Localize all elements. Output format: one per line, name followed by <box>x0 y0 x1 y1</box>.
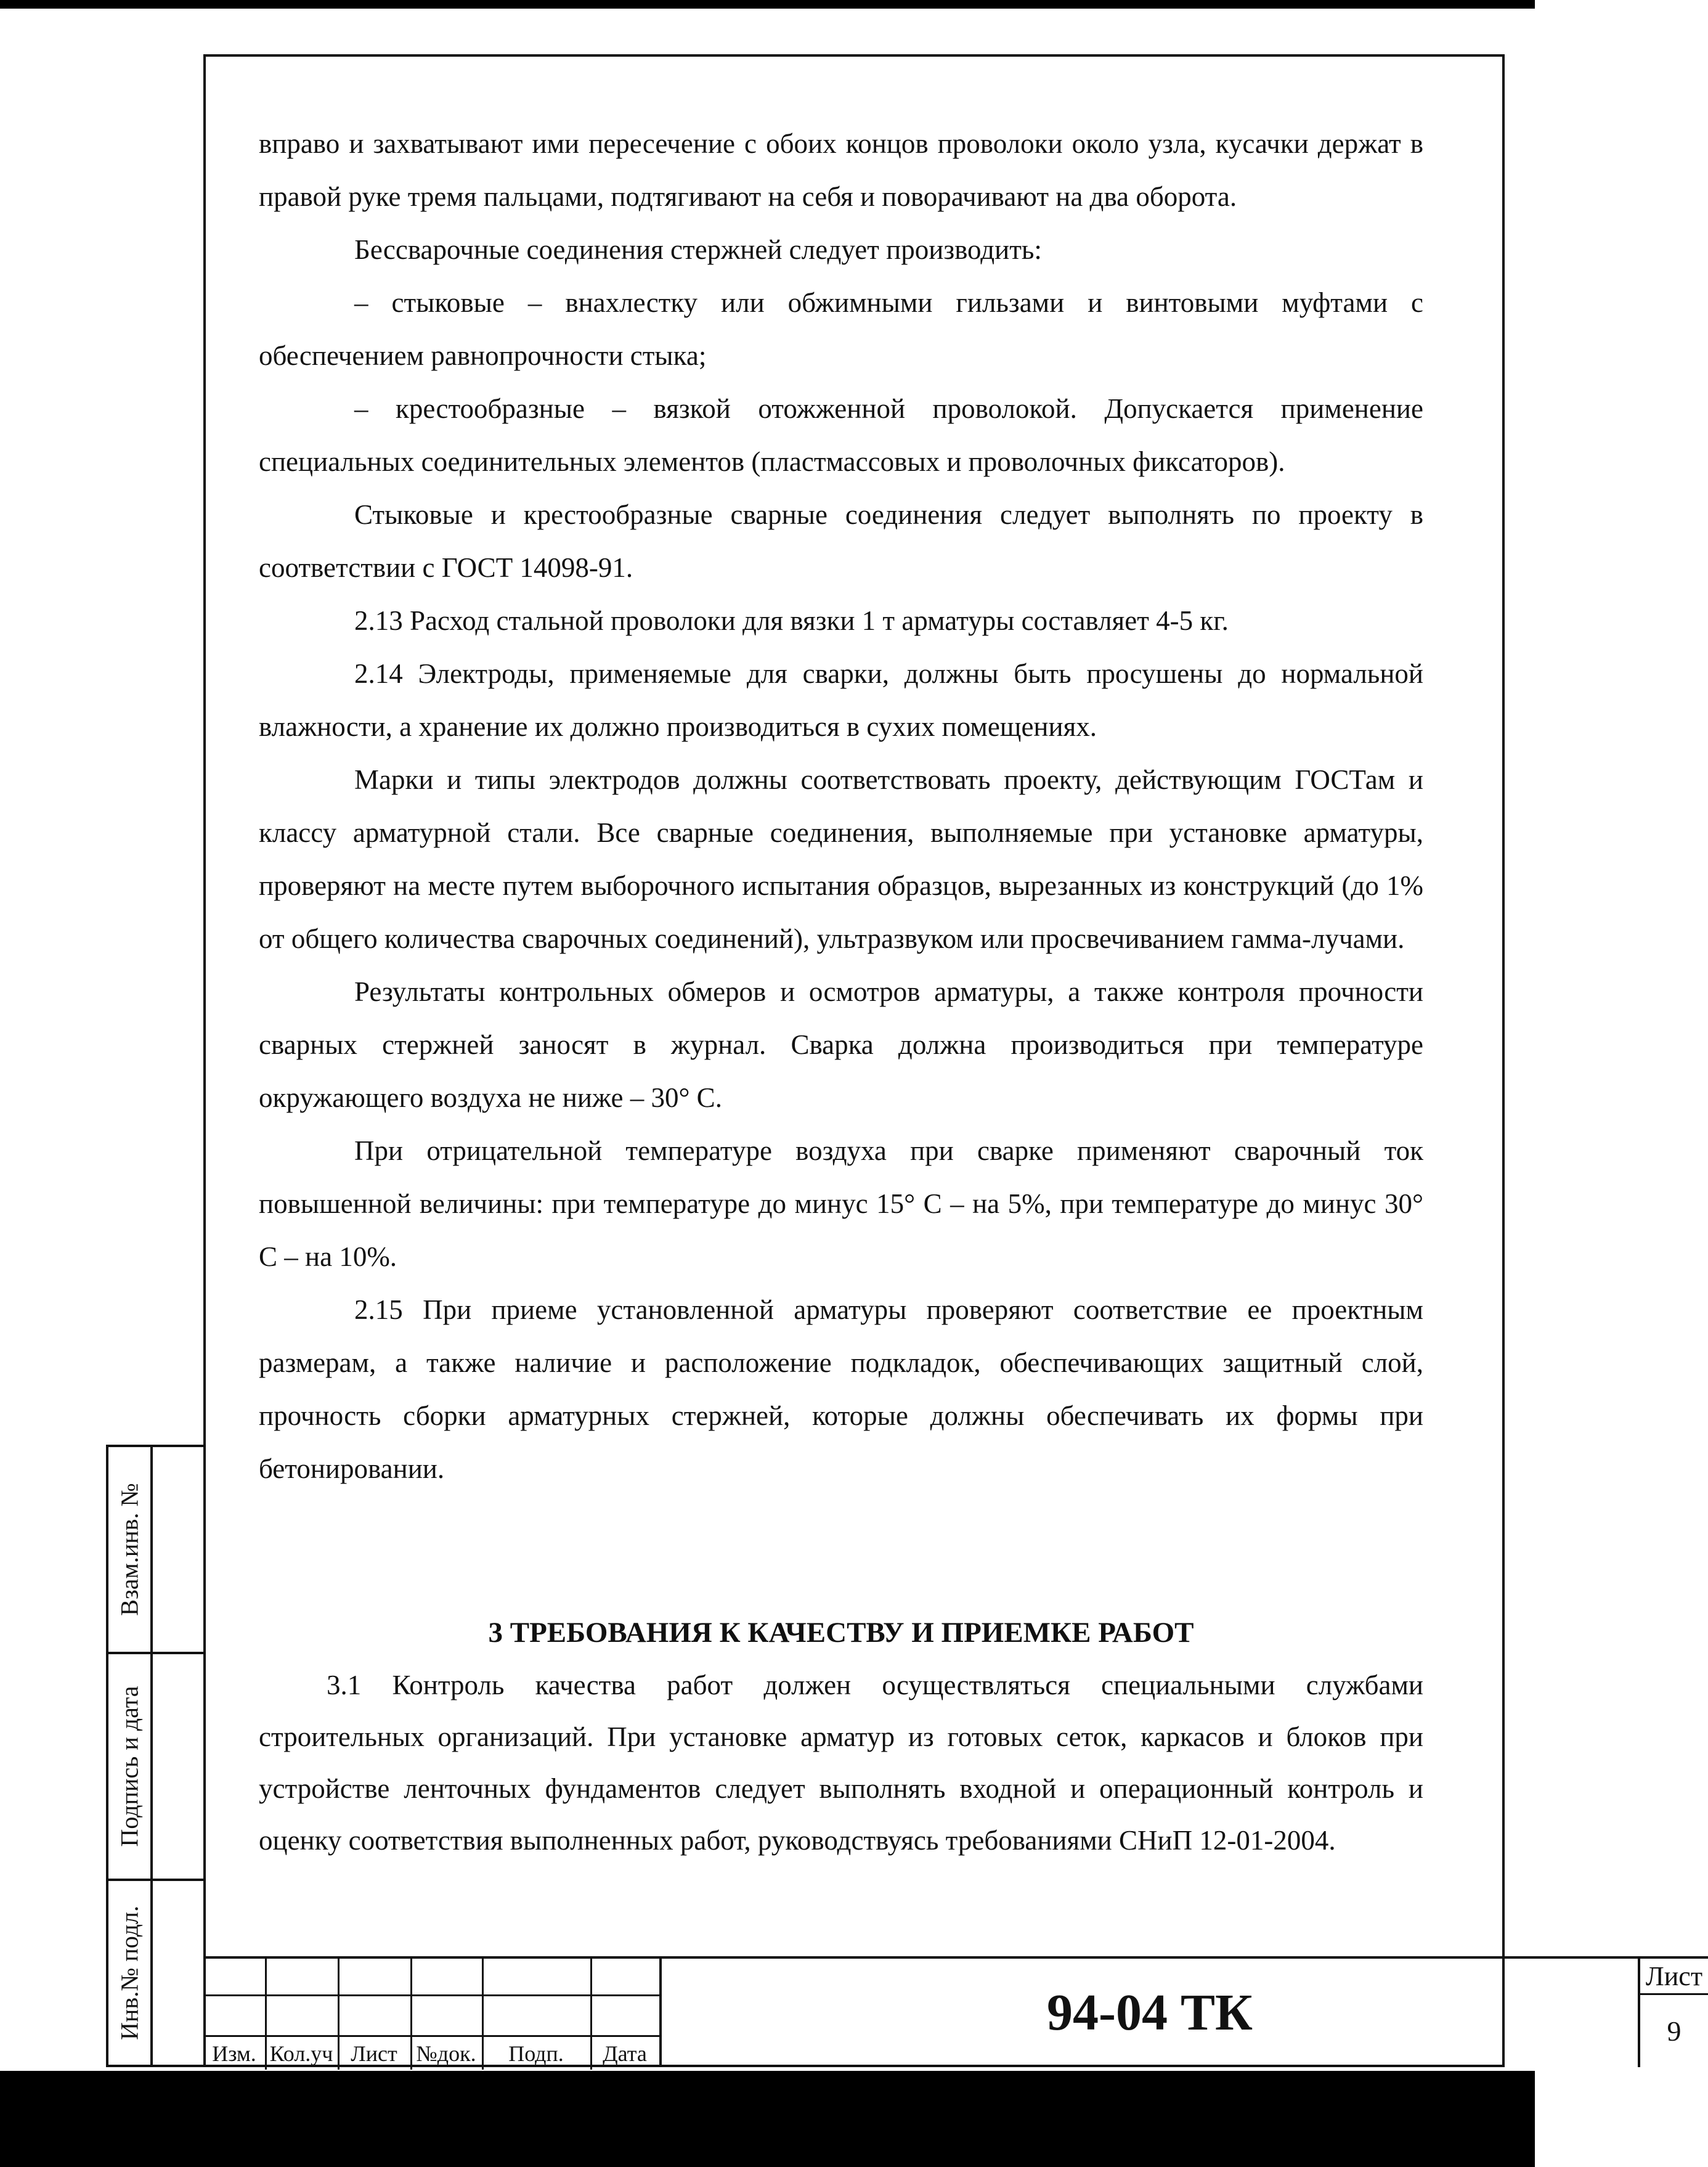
paragraph: Результаты контрольных обмеров и осмотров арматуры, а также контроля прочности сварных стержней заносят в журнал. Сварка должна производиться при температуре окружающего воздуха не ниже – 30° С. <box>259 976 1423 1113</box>
main-text <box>259 117 1423 1495</box>
column-header: Изм. <box>212 2041 256 2066</box>
document-code: 94-04 ТК <box>662 1956 1638 2067</box>
section-3-text <box>259 1659 1423 1866</box>
list-item: – стыковые – внахлестку или обжимными гильзами и винтовыми муфтами с обеспечением равнопрочности стыка; <box>259 287 1423 371</box>
sheet-number: 9 <box>1667 2015 1682 2047</box>
column-header: Подп. <box>508 2041 564 2066</box>
title-block <box>203 1956 1703 2067</box>
side-stamp-podpis <box>106 1652 203 1881</box>
paragraph: 2.14 Электроды, применяемые для сварки, должны быть просушены до нормальной влажности, а хранение их должно производиться в сухих помещениях. <box>259 658 1423 742</box>
side-label: Инв.№ подл. <box>115 1906 144 2040</box>
side-label: Подпись и дата <box>115 1686 144 1847</box>
paragraph: Стыковые и крестообразные сварные соединения следует выполнять по проекту в соответствии с ГОСТ 14098-91. <box>259 499 1423 583</box>
revision-table <box>203 1956 662 2067</box>
paragraph: 2.13 Расход стальной проволоки для вязки 1 т арматуры составляет 4-5 кг. <box>354 605 1229 636</box>
paragraph: При отрицательной температуре воздуха при сварке применяют сварочный ток повышенной величины: при температуре до минус 15° С – на 5%, при температуре до минус 30° С – на 10%. <box>259 1135 1423 1272</box>
column-header: Кол.уч <box>269 2041 333 2066</box>
paragraph: вправо и захватывают ими пересечение с обоих концов проволоки около узла, кусачки держат в правой руке тремя пальцами, подтягивают на себя и поворачивают на два оборота. <box>259 128 1423 212</box>
scan-border-bottom <box>0 2071 1535 2167</box>
scan-border-top <box>0 0 1535 9</box>
column-header: Лист <box>351 2041 397 2066</box>
paragraph: Бессварочные соединения стержней следует производить: <box>354 234 1042 265</box>
section-heading: 3 ТРЕБОВАНИЯ К КАЧЕСТВУ И ПРИЕМКЕ РАБОТ <box>488 1617 1194 1649</box>
column-header: Дата <box>603 2041 647 2066</box>
paragraph: Марки и типы электродов должны соответствовать проекту, действующим ГОСТам и классу арматурной стали. Все сварные соединения, выполняемые при установке арматуры, проверяют на месте путем выборочного испытания образцов, вырезанных из конструкций (до 1% от общего количества сварочных соединений), ультразвуком или просвечиванием гамма-лучами. <box>259 764 1423 954</box>
paragraph: 3.1 Контроль качества работ должен осуществляться специальными службами строительных организаций. При установке арматур из готовых сеток, каркасов и блоков при устройстве ленточных фундаментов следует выполнять входной и операционный контроль и оценку соответствия выполненных работ, руководствуясь требованиями СНиП 12-01-2004. <box>259 1670 1423 1856</box>
list-item: – крестообразные – вязкой отожженной проволокой. Допускается применение специальных соединительных элементов (пластмассовых и проволочных фиксаторов). <box>259 393 1423 477</box>
paragraph: 2.15 При приеме установленной арматуры проверяют соответствие ее проектным размерам, а также наличие и расположение подкладок, обеспечивающих защитный слой, прочность сборки арматурных стержней, которые должны обеспечивать их формы при бетонировании. <box>259 1294 1423 1484</box>
side-label: Взам.инв. № <box>115 1483 144 1616</box>
sheet-label: Лист <box>1640 1959 1708 1995</box>
column-header: №док. <box>416 2041 476 2066</box>
side-stamp-vzam <box>106 1445 203 1654</box>
side-stamp-inv <box>106 1879 203 2067</box>
sheet-cell <box>1638 1956 1708 2067</box>
